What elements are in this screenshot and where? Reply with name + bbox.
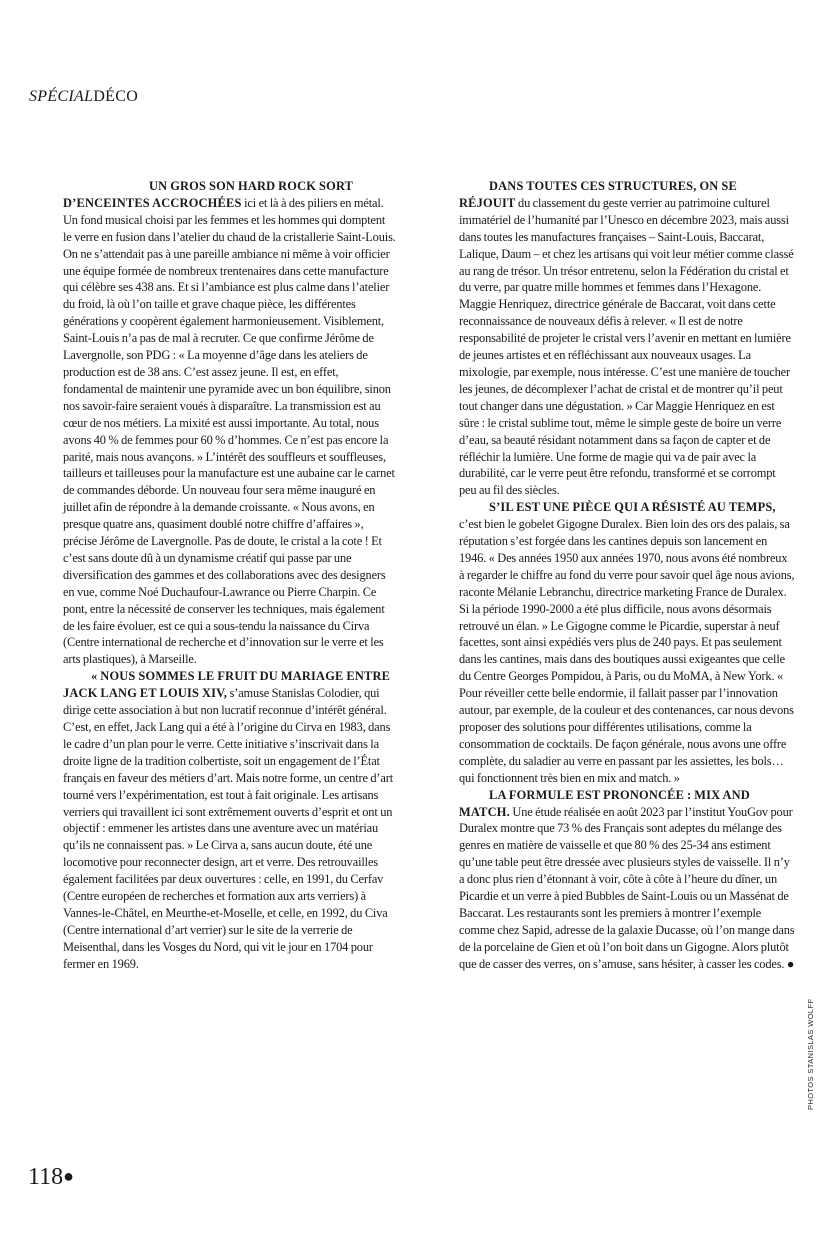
paragraph-text: c’est bien le gobelet Gigogne Duralex. Bien loin des ors des palais, sa réputation s’est forgée dans les cantines depuis son lancement en 1946. « Des années 1950 aux années 1970, nous avons été nombreux à regarder le chiffre au fond du verre pour savoir quel âge nous avions, raconte Mélanie Lebranchu, directrice marketing France de Duralex. Si la période 1990-2000 a été plus difficile, nous avons désormais retrouvé un élan. » Le Gigogne comme le Picardie, superstar à neuf facettes, sont ainsi expédiés vers plus de 240 pays. Et pas seulement dans les cantines, mais dans des boutiques aussi exigeantes que celle du Centre Georges Pompidou, à Paris, ou du MoMA, à New York. « Pour réveiller cette belle endormie, il fallait passer par l’innovation autour, par exemple, de la couleur et des contenances, car nous devons proposer des solutions pour différentes utilisations, comme la consommation de cocktails. De façon générale, nous avons une offre complète, du saladier au verre en passant par les assiettes, les bols… qui fonctionnent très bien en mix and match. »	[459, 517, 795, 785]
paragraph	[459, 499, 795, 786]
paragraph-lead: LA FORMULE EST PRONONCÉE : MIX AND MATCH.	[459, 787, 750, 819]
section-label-italic: SPÉCIAL	[29, 88, 94, 105]
paragraph-lead: UN GROS SON HARD ROCK SORT D’ENCEINTES ACCROCHÉES	[63, 179, 353, 210]
photo-credit: PHOTOS STANISLAS WOLFF	[806, 998, 815, 1110]
paragraph-lead: DANS TOUTES CES STRUCTURES, ON SE RÉJOUIT	[459, 179, 737, 210]
page-number-value: 118	[28, 1164, 64, 1190]
paragraph	[459, 178, 795, 499]
section-header	[29, 88, 138, 106]
article-column-left	[63, 178, 396, 973]
article-column-right	[459, 178, 795, 973]
paragraph-text: du classement du geste verrier au patrimoine culturel immatériel de l’humanité par l’Unesco en décembre 2023, mais aussi dans toutes les manufactures françaises – Saint-Louis, Baccarat, Lalique, Daum – et chez les artisans qui voit leur métier comme classé au rang de trésor. Un trésor entretenu, selon la Fédération du cristal et du verre, par quatre mille hommes et femmes dans l’Hexagone. Maggie Henriquez, directrice générale de Baccarat, voit dans cette reconnaissance de nouveaux défis à relever. « Il est de notre responsabilité de projeter le cristal vers l’avenir en mettant en lumière de jeunes artistes et en réfléchissant aux nouveaux usages. La mixologie, par exemple, nous intéresse. C’est une manière de toucher les jeunes, de décomplexer l’achat de cristal et de montrer qu’il peut tout changer dans une dégustation. » Car Maggie Henriquez en est sûre : le cristal sublime tout, même le simple geste de boire un verre d’eau, sa beauté résidant notamment dans sa façon de capter et de réfléchir la lumière. Une forme de magie qui va de pair avec la durabilité, car le verre peut être refondu, transformé et se corrompt peu au fil des siècles.	[459, 195, 794, 498]
paragraph	[63, 178, 396, 668]
paragraph	[63, 668, 396, 972]
paragraph	[459, 787, 795, 973]
page-number	[28, 1164, 74, 1191]
page-dot: ●	[63, 1166, 74, 1186]
paragraph-text: s’amuse Stanislas Colodier, qui dirige cette association à but non lucratif reconnue d’intérêt général. C’est, en effet, Jack Lang qui a été à l’origine du Cirva en 1983, dans le cadre d’un plan pour le verre. Cette initiative s’inscrivait dans la droite ligne de la tradition colbertiste, soit un engagement de l’État français en faveur des métiers d’art. Mais notre forme, un centre d’art tourné vers l’expérimentation, est tout à fait originale. Les artisans verriers qui travaillent ici sont extrêmement ouverts d’esprit et ont un objectif : emmener les artistes dans une aventure avec un matériau qu’ils ne connaissent pas. » Le Cirva a, sans aucun doute, été une locomotive pour reconnecter design, art et verre. Des retrouvailles également facilitées par deux ouvertures : celle, en 1991, du Cerfav (Centre européen de recherches et formation aux arts verriers) à Vannes-le-Châtel, en Meurthe-et-Moselle, et celle, en 1992, du Civa (Centre international d’art verrier) sur le site de la verrerie de Meisenthal, dans les Vosges du Nord, qui vit le jour en 1704 pour fermer en 1969.	[63, 686, 394, 971]
paragraph-lead: S’IL EST UNE PIÈCE QUI A RÉSISTÉ AU TEMPS,	[489, 500, 776, 515]
section-label-plain: DÉCO	[93, 88, 139, 105]
paragraph-text: Une étude réalisée en août 2023 par l’institut YouGov pour Duralex montre que 73 % des Français sont adeptes du mélange des genres en matière de vaisselle et que 80 % des 25-34 ans estiment qu’une table peut être dressée avec plusieurs styles de vaisselle. Il n’y a donc plus rien d’étonnant à voir, côte à côte à l’heure du dîner, un Picardie et un verre à pied Bubbles de Saint-Louis ou un Massénat de Baccarat. Les restaurants sont les premiers à montrer l’exemple comme chez Sapid, adresse de la galaxie Ducasse, où l’on mange dans de la porcelaine de Gien et où l’on boit dans un Gigogne. Alors plutôt que de casser des verres, on s’amuse, sans hésiter, à casser les codes.	[459, 804, 795, 971]
end-mark: ●	[784, 956, 795, 971]
paragraph-lead: « NOUS SOMMES LE FRUIT DU MARIAGE ENTRE JACK LANG ET LOUIS XIV,	[63, 669, 391, 701]
paragraph-text: ici et là à des piliers en métal. Un fond musical choisi par les femmes et les hommes qui domptent le verre en fusion dans l’atelier du chaud de la cristallerie Saint-Louis. On ne s’attendait pas à une pareille ambiance ni même à voir officier une équipe formée de nombreux trentenaires dans cette manufacture qui célèbre ses 438 ans. Et si l’ambiance est plus calme dans l’atelier du froid, là où l’on taille et grave chaque pièce, les différentes générations y coopèrent également harmonieusement. Visiblement, Saint-Louis n’a pas de mal à recruter. Ce que confirme Jérôme de Lavergnolle, son PDG : « La moyenne d’âge dans les ateliers de production est de 38 ans. C’est assez jeune. Il est, en effet, fondamental de maintenir une pyramide avec un bon équilibre, sinon nos savoir-faire seraient voués à disparaître. La transmission est au cœur de nos métiers. La mixité est aussi importante. Au total, nous avons 40 % de femmes pour 60 % d’hommes. Ce n’est pas encore la parité, mais nous avançons. » L’intérêt des souffleurs et souffleuses, tailleurs et tailleuses pour la manufacture est une aubaine car le carnet de commandes déborde. Un nouveau four sera même inauguré en juillet afin de répondre à la demande croissante. « Nous avons, en presque quatre ans, quasiment doublé notre chiffre d’affaires », précise Jérôme de Lavergnolle. Pas de doute, le cristal a la cote ! Et c’est sans doute dû à un dynamisme créatif qui passe par une diversification des gammes et des collaborations avec des designers en vue, comme Noé Duchaufour-Lawrance ou Pierre Charpin. Ce pont, entre la nécessité de conserver les techniques, mais également de les faire évoluer, est ce qui a sous-tendu la naissance du Cirva (Centre international de recherche et d’innovation sur le verre et les arts plastiques), à Marseille.	[63, 195, 396, 667]
